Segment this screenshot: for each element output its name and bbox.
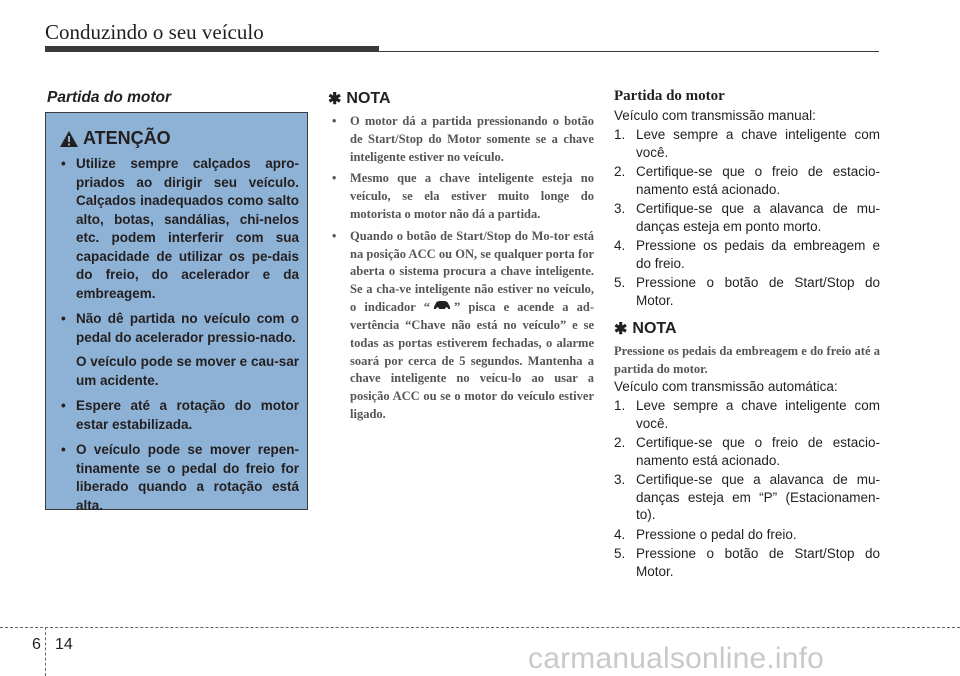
warning-triangle-icon (59, 130, 79, 148)
warning-title: ATENÇÃO (59, 128, 171, 149)
warning-box (45, 112, 308, 513)
step-item: 4. Pressione o pedal do freio. (614, 526, 797, 542)
step-item: 3. Certifique-se que a alavanca de mu-danças esteja em “P” (Estacionamen-to). (614, 472, 880, 522)
step-item: 3. Certifique-se que a alavanca de mu-danças esteja em ponto morto. (614, 201, 880, 234)
nota-heading-right: ✱ NOTA (614, 320, 677, 338)
header-rule-thin (379, 51, 879, 52)
manual-transmission-label: Veículo com transmissão manual: (614, 108, 816, 123)
section-title-right: Partida do motor (614, 88, 725, 104)
step-item: 1. Leve sempre a chave inteligente com você. (614, 127, 880, 160)
nota-list-middle (328, 113, 594, 428)
watermark: carmanualsonline.info (528, 642, 825, 675)
footer-rule (0, 627, 960, 628)
step-item: 1. Leve sempre a chave inteligente com você. (614, 398, 880, 431)
manual-steps (614, 126, 880, 311)
nota-item: • Quando o botão de Start/Stop do Mo-tor está na posição ACC ou ON, se qualquer porta for aberta o sistema procura a chave inteligente. Se a cha-ve inteligente não estiver no veículo, o indicador “ ” pisca e acende a ad-vertência “Chave não está no veículo” e se todas as portas estiverem fechadas, o alarme soará por cerca de 5 segundos. Mantenha a chave inteligente no veícu-lo ao usar a posição ACC ou se o motor do veículo estiver ligado. (332, 228, 594, 421)
step-item: 4. Pressione os pedais da embreagem e do freio. (614, 238, 880, 271)
warning-item: • Utilize sempre calçados apro-priados ao dirigir seu veículo. Calçados inadequados como salto alto, botas, sandálias, chi-nelos etc. podem interferir com sua capacidade de utilizar os pe-dais do freio, do acelerador e da embreagem. (61, 156, 299, 301)
nota-item: • O motor dá a partida pressionando o botão de Start/Stop do Motor somente se a chave inteligente estiver no veículo. (332, 114, 594, 164)
automatic-transmission-label: Veículo com transmissão automática: (614, 379, 838, 394)
step-item: 2. Certifique-se que o freio de estacio-namento está acionado. (614, 435, 880, 468)
car-key-indicator-icon (432, 299, 452, 317)
warning-item: • Espere até a rotação do motor estar estabilizada. (61, 398, 299, 432)
star-icon: ✱ (614, 321, 628, 338)
warning-item: • O veículo pode se mover repen-tinamente se o pedal do freio for liberado quando a rotação está alta. (61, 442, 299, 513)
star-icon: ✱ (328, 91, 342, 108)
warning-item: • Não dê partida no veículo com o pedal do acelerador pressio-nado. O veículo pode se mover e cau-sar um acidente. (61, 311, 299, 388)
page-header-title: Conduzindo o seu veículo (45, 20, 264, 44)
warning-list (58, 155, 299, 522)
step-item: 2. Certifique-se que o freio de estacio-namento está acionado. (614, 164, 880, 197)
footer-divider (45, 627, 46, 676)
nota-text-right: Pressione os pedais da embreagem e do freio até a partida do motor. (614, 344, 880, 376)
section-title-left: Partida do motor (47, 89, 172, 106)
nota-item: • Mesmo que a chave inteligente esteja no veículo, se ela estiver muito longe do motorista o motor não dá a partida. (332, 171, 594, 221)
automatic-steps (614, 397, 880, 582)
step-item: 5. Pressione o botão de Start/Stop do Motor. (614, 546, 880, 579)
header-rule-thick (45, 46, 379, 52)
page-number: 14 (55, 636, 73, 653)
step-item: 5. Pressione o botão de Start/Stop do Motor. (614, 275, 880, 308)
chapter-number: 6 (32, 636, 41, 653)
nota-heading-middle: ✱ NOTA (328, 90, 391, 108)
